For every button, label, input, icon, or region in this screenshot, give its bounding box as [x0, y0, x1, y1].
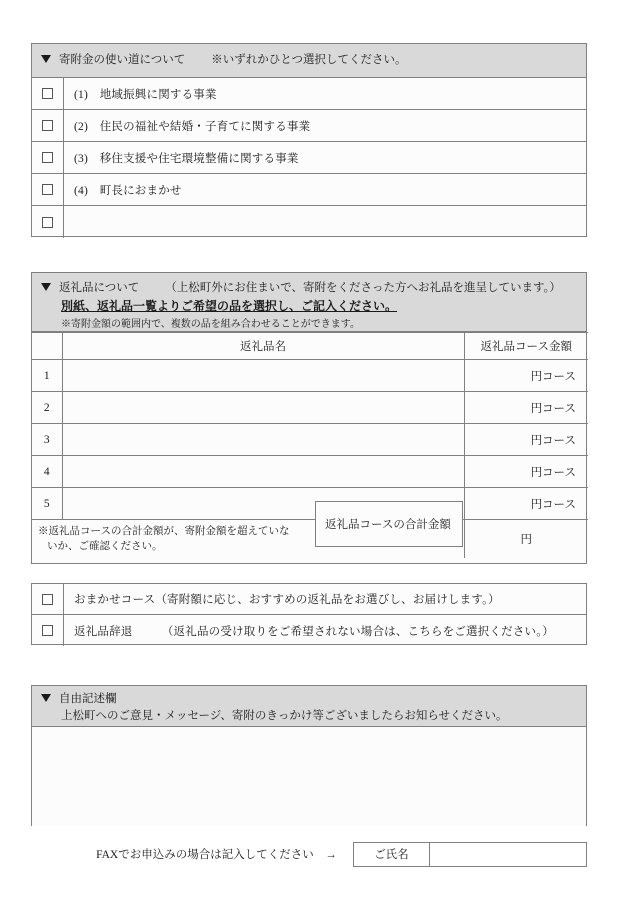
usage-option-2-checkbox-cell[interactable] — [32, 110, 64, 141]
free-comment-section — [31, 685, 587, 826]
gift-row-2-amount[interactable]: 円コース — [464, 392, 588, 424]
gift-row-2-no: 2 — [32, 392, 62, 424]
free-header-line-2 — [32, 708, 586, 725]
return-gift-section — [31, 272, 587, 564]
course-option-row[interactable] — [32, 584, 586, 615]
course-option-2-label: 返礼品辞退 （返礼品の受け取りをご希望されない場合は、こちらをご選択ください。） — [74, 625, 554, 638]
gift-table-row[interactable] — [32, 360, 588, 392]
checkbox-icon[interactable] — [42, 625, 53, 636]
course-choice-section — [31, 583, 587, 645]
usage-option-4-label: (4) 町長におまかせ — [74, 184, 182, 197]
usage-option-4-checkbox-cell[interactable] — [32, 174, 64, 205]
gift-section-header — [32, 273, 586, 332]
gift-total-note-line2: いか、ご確認ください。 — [47, 541, 163, 553]
triangle-marker-icon — [41, 283, 51, 291]
gift-row-4-no: 4 — [32, 456, 62, 488]
free-header-line-1 — [32, 691, 586, 708]
gift-total-note-line1: ※返礼品コースの合計金額が、寄附金額を超えていな — [38, 526, 290, 537]
gift-table-row[interactable] — [32, 392, 588, 424]
usage-option-3-label: (3) 移住支援や住宅環境整備に関する事業 — [74, 152, 299, 165]
gift-col-no-header — [32, 333, 62, 360]
usage-option-5-checkbox-cell[interactable] — [32, 206, 64, 238]
gift-total-value[interactable]: 円 — [464, 520, 588, 559]
fax-instruction-label: FAXでお申込みの場合は記入してください → — [96, 849, 337, 861]
gift-row-2-name[interactable] — [62, 392, 464, 424]
usage-option-3-checkbox-cell[interactable] — [32, 142, 64, 173]
gift-total-label: 返礼品コースの合計金額 — [315, 501, 463, 547]
fax-name-label: ご氏名 — [353, 842, 430, 867]
course-option-1-checkbox-cell[interactable] — [32, 584, 64, 614]
gift-table-row[interactable] — [32, 456, 588, 488]
usage-option-row[interactable] — [32, 206, 586, 238]
gift-col-name-header: 返礼品名 — [62, 333, 464, 360]
gift-table — [32, 332, 588, 558]
course-option-row[interactable] — [32, 615, 586, 646]
gift-section-note: （上松町外にお住まいで、寄附をくださった方へお礼品を進呈しています。） — [165, 282, 561, 294]
usage-option-1-label: (1) 地域振興に関する事業 — [74, 88, 217, 101]
usage-section-header — [32, 44, 586, 78]
usage-option-2-label: (2) 住民の福祉や結婚・子育てに関する事業 — [74, 120, 311, 133]
usage-header-line — [32, 52, 407, 69]
free-comment-textarea[interactable] — [32, 727, 586, 826]
usage-option-5-label[interactable] — [64, 206, 586, 238]
fax-name-input[interactable] — [430, 842, 587, 867]
checkbox-icon[interactable] — [42, 120, 53, 131]
usage-option-row[interactable] — [32, 142, 586, 174]
gift-header-line-2 — [32, 297, 586, 316]
usage-option-row[interactable] — [32, 78, 586, 110]
free-section-description: 上松町へのご意見・メッセージ、寄附のきっかけ等ございましたらお知らせください。 — [61, 710, 508, 723]
gift-total-row — [32, 520, 588, 559]
gift-table-row[interactable] — [32, 424, 588, 456]
triangle-marker-icon — [41, 694, 51, 702]
free-section-header — [32, 686, 586, 727]
gift-row-3-amount[interactable]: 円コース — [464, 424, 588, 456]
triangle-marker-icon — [41, 55, 51, 63]
usage-option-1-checkbox-cell[interactable] — [32, 78, 64, 109]
free-section-title: 自由記述欄 — [59, 693, 117, 705]
gift-row-4-amount[interactable]: 円コース — [464, 456, 588, 488]
gift-section-title: 返礼品について — [59, 282, 140, 294]
gift-row-3-name[interactable] — [62, 424, 464, 456]
gift-section-subnote: ※寄附金額の範囲内で、複数の品を組み合わせることができます。 — [61, 318, 360, 330]
gift-row-5-amount[interactable]: 円コース — [464, 488, 588, 520]
usage-section-note: ※いずれかひとつ選択してください。 — [211, 53, 407, 66]
gift-row-1-amount[interactable]: 円コース — [464, 360, 588, 392]
gift-row-3-no: 3 — [32, 424, 62, 456]
checkbox-icon[interactable] — [42, 152, 53, 163]
usage-of-donation-section — [31, 43, 587, 237]
gift-table-row[interactable] — [32, 488, 588, 520]
course-option-2-checkbox-cell[interactable] — [32, 615, 64, 646]
fax-application-row — [31, 841, 587, 867]
usage-option-row[interactable] — [32, 174, 586, 206]
gift-row-1-no: 1 — [32, 360, 62, 392]
gift-header-line-3 — [32, 317, 586, 332]
gift-col-amount-header: 返礼品コース金額 — [464, 333, 588, 360]
checkbox-icon[interactable] — [42, 217, 53, 228]
checkbox-icon[interactable] — [42, 184, 53, 195]
gift-row-4-name[interactable] — [62, 456, 464, 488]
checkbox-icon[interactable] — [42, 594, 53, 605]
gift-row-1-name[interactable] — [62, 360, 464, 392]
gift-table-header-row — [32, 333, 588, 360]
usage-option-row[interactable] — [32, 110, 586, 142]
gift-row-5-no: 5 — [32, 488, 62, 520]
course-option-1-label: おまかせコース（寄附額に応じ、おすすめの返礼品をお選びし、お届けします。） — [74, 594, 500, 606]
checkbox-icon[interactable] — [42, 88, 53, 99]
gift-section-instruction: 別紙、返礼品一覧よりご希望の品を選択し、ご記入ください。 — [61, 299, 398, 314]
gift-header-line-1 — [32, 280, 586, 297]
usage-section-title: 寄附金の使い道について — [59, 53, 186, 66]
